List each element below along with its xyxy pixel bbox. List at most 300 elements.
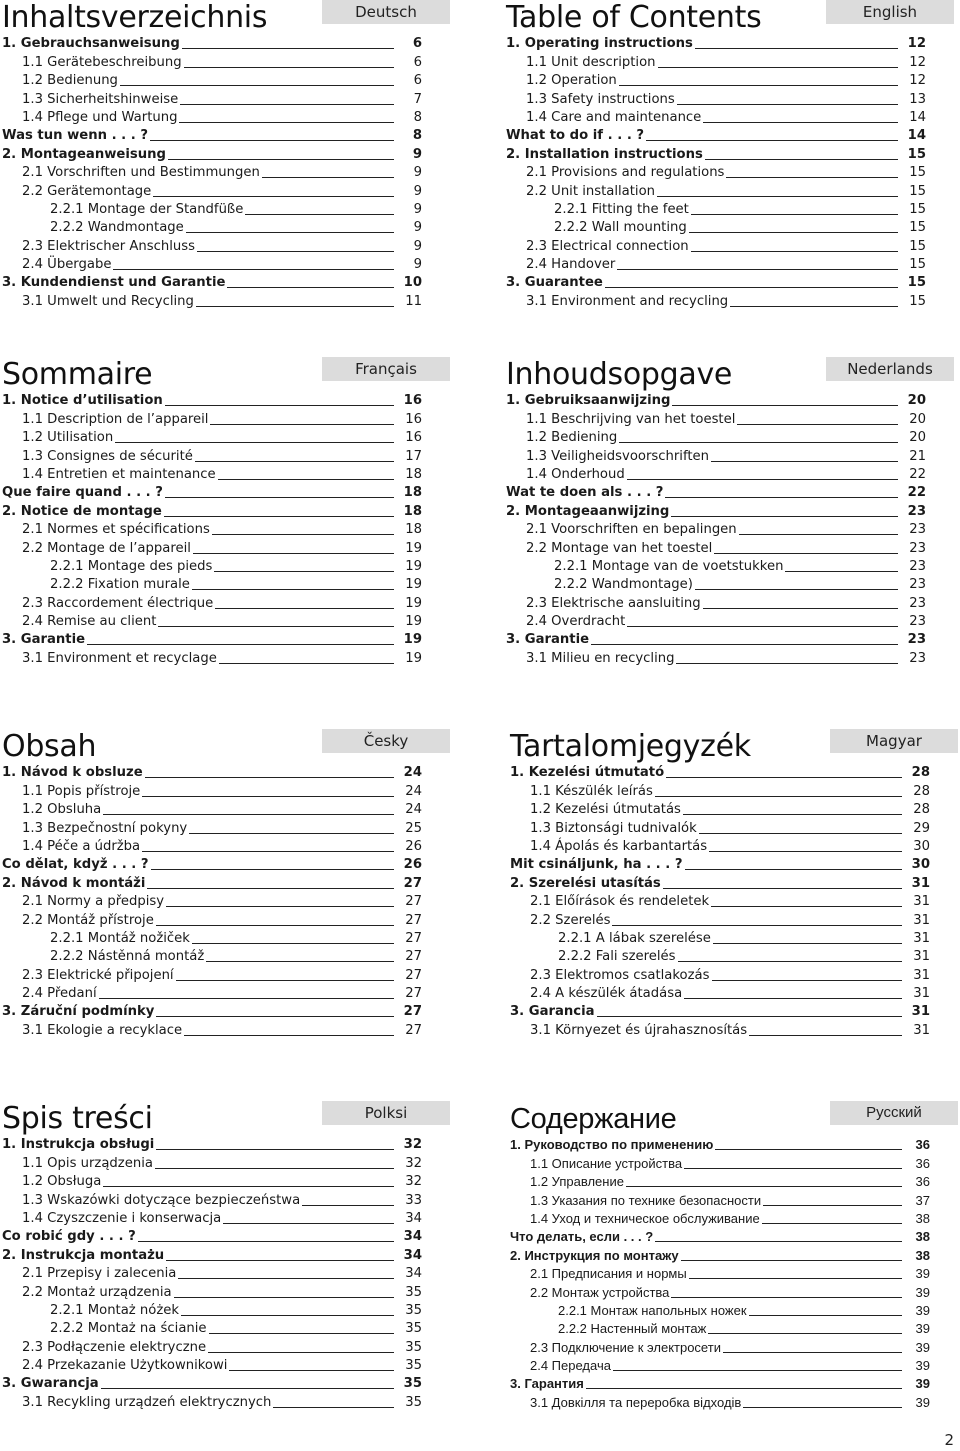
toc-entry — [510, 1282, 930, 1300]
toc-entry — [2, 291, 422, 309]
toc-entry — [2, 1209, 422, 1227]
language-tag: Deutsch — [322, 0, 450, 24]
toc-entry-text: 1.4 Onderhoud — [526, 466, 625, 482]
toc-leader-line — [691, 251, 898, 252]
toc-leader-line — [683, 814, 902, 815]
toc-entry-text: 1.1 Unit description — [526, 54, 656, 70]
toc-leader-line — [156, 925, 394, 926]
toc-entry-page: 15 — [909, 257, 926, 273]
toc-entry — [2, 1153, 422, 1171]
toc-entry-text: 2.2.2 Nástěnná montáž — [50, 949, 205, 965]
toc-entry — [506, 163, 926, 181]
toc-entry-page: 23 — [909, 577, 926, 593]
toc-entry-page: 9 — [413, 165, 422, 181]
toc-entry-page: 30 — [913, 838, 930, 854]
toc-leader-line — [166, 906, 394, 907]
toc-entry-page: 27 — [405, 912, 422, 928]
toc-leader-line — [711, 461, 898, 462]
toc-entry-page: 15 — [909, 220, 926, 236]
toc-entry-text: 2. Montageaanwijzing — [506, 503, 670, 519]
toc-leader-line — [184, 1035, 394, 1036]
toc-leader-line — [101, 1388, 394, 1389]
toc-entry-page: 18 — [403, 485, 422, 501]
toc-entry-page: 23 — [909, 522, 926, 538]
toc-entry-page: 7 — [413, 91, 422, 107]
toc-entry — [510, 818, 930, 836]
toc-entry-text: 3.1 Recykling urządzeń elektrycznych — [22, 1394, 272, 1410]
toc-entry — [2, 200, 422, 218]
toc-entry-page: 32 — [405, 1155, 422, 1171]
toc-entry-page: 38 — [915, 1247, 930, 1263]
toc-list — [506, 391, 926, 667]
toc-entry-text: 1.2 Bedienung — [22, 73, 118, 89]
toc-entry — [506, 71, 926, 89]
toc-entry-text: 2.4 Передача — [530, 1358, 611, 1374]
toc-leader-line — [214, 571, 394, 572]
toc-entry-text: 2.2 Montage van het toestel — [526, 540, 713, 556]
toc-entry-page: 27 — [405, 894, 422, 910]
toc-leader-line — [151, 869, 394, 870]
toc-entry-page: 36 — [915, 1137, 930, 1153]
toc-entry-page: 31 — [911, 1004, 930, 1020]
toc-entry-text: 2.2.1 Montaż nóżek — [50, 1302, 180, 1318]
toc-entry-text: 1.4 Ápolás és karbantartás — [530, 838, 708, 854]
toc-entry-text: 3.1 Környezet és újrahasznosítás — [530, 1022, 748, 1038]
toc-entry — [2, 818, 422, 836]
toc-entry-page: 26 — [405, 838, 422, 854]
toc-entry — [510, 1209, 930, 1227]
toc-entry-text: 2.1 Przepisy i zalecenia — [22, 1266, 177, 1282]
toc-leader-line — [209, 1333, 394, 1334]
toc-entry-text: 1.1 Beschrijving van het toestel — [526, 411, 736, 427]
toc-entry-text: 2.2.2 Wall mounting — [554, 220, 687, 236]
language-tag: Česky — [322, 729, 450, 753]
toc-leader-line — [180, 104, 394, 105]
toc-section-cesky — [2, 729, 450, 1049]
toc-entry-text: 2.1 Előírások és rendeletek — [530, 894, 710, 910]
toc-entry-text: 2.1 Provisions and regulations — [526, 165, 725, 181]
toc-entry-page: 35 — [405, 1358, 422, 1374]
toc-leader-line — [749, 1315, 902, 1316]
toc-leader-line — [749, 1035, 902, 1036]
toc-leader-line — [184, 67, 394, 68]
toc-entry — [2, 181, 422, 199]
toc-leader-line — [182, 48, 394, 49]
toc-entry-text: 2.2 Montage de l’appareil — [22, 540, 191, 556]
toc-entry — [2, 1245, 422, 1263]
toc-leader-line — [712, 980, 903, 981]
toc-entry-page: 31 — [913, 967, 930, 983]
toc-entry-text: What to do if . . . ? — [506, 128, 645, 144]
toc-entry-text: 1.4 Czyszczenie i konserwacja — [22, 1210, 222, 1226]
toc-entry-page: 19 — [405, 558, 422, 574]
toc-leader-line — [174, 1297, 394, 1298]
toc-leader-line — [676, 663, 898, 664]
toc-entry-text: 3.1 Milieu en recycling — [526, 650, 675, 666]
toc-entry-page: 16 — [403, 393, 422, 409]
toc-entry-page: 9 — [413, 220, 422, 236]
toc-leader-line — [273, 1407, 394, 1408]
toc-entry-page: 38 — [915, 1210, 930, 1226]
toc-leader-line — [699, 833, 902, 834]
toc-leader-line — [158, 626, 394, 627]
toc-entry — [2, 1020, 422, 1038]
toc-leader-line — [218, 479, 394, 480]
toc-entry-text: 1.1 Описание устройства — [530, 1155, 683, 1171]
toc-leader-line — [665, 497, 898, 498]
toc-entry — [2, 1190, 422, 1208]
toc-entry-text: 1.1 Description de l’appareil — [22, 411, 209, 427]
toc-leader-line — [145, 777, 394, 778]
section-title: Содержание — [510, 1103, 677, 1135]
toc-leader-line — [612, 925, 902, 926]
toc-entry-page: 23 — [909, 558, 926, 574]
toc-entry-page: 27 — [405, 967, 422, 983]
toc-entry-text: Wat te doen als . . . ? — [506, 485, 664, 501]
toc-leader-line — [103, 1186, 394, 1187]
toc-leader-line — [714, 553, 898, 554]
toc-entry-page: 12 — [909, 73, 926, 89]
language-tag: Nederlands — [826, 357, 954, 381]
section-title: Table of Contents — [506, 0, 762, 35]
toc-entry-page: 12 — [909, 54, 926, 70]
toc-entry-text: 2.2.2 Настенный монтаж — [558, 1321, 707, 1337]
toc-entry-text: 3. Guarantee — [506, 275, 603, 291]
toc-entry — [510, 1374, 930, 1392]
toc-leader-line — [142, 796, 394, 797]
toc-leader-line — [192, 589, 394, 590]
toc-leader-line — [591, 644, 898, 645]
toc-leader-line — [684, 1168, 902, 1169]
toc-entry-text: 1. Notice d’utilisation — [2, 393, 163, 409]
section-title: Inhaltsverzeichnis — [2, 0, 268, 35]
toc-entry-page: 19 — [405, 540, 422, 556]
section-title: Obsah — [2, 729, 97, 764]
toc-entry — [510, 837, 930, 855]
toc-entry — [506, 391, 926, 409]
toc-entry-text: 2. Montageanweisung — [2, 146, 166, 162]
toc-section-polski — [2, 1101, 450, 1421]
toc-entry-text: 1.4 Уход и техническое обслуживание — [530, 1210, 760, 1226]
toc-leader-line — [192, 943, 394, 944]
toc-entry — [506, 501, 926, 519]
toc-entry — [2, 648, 422, 666]
toc-entry-text: Was tun wenn . . . ? — [2, 128, 149, 144]
toc-entry — [2, 391, 422, 409]
toc-section-magyar — [510, 729, 958, 1049]
toc-entry-text: 2.2.2 Wandmontage — [50, 220, 184, 236]
toc-entry — [510, 984, 930, 1002]
toc-leader-line — [730, 306, 898, 307]
toc-entry — [510, 1392, 930, 1410]
toc-leader-line — [705, 159, 898, 160]
toc-leader-line — [737, 424, 898, 425]
toc-entry — [506, 236, 926, 254]
toc-entry-text: 1.4 Pflege und Wartung — [22, 109, 178, 125]
toc-leader-line — [678, 961, 902, 962]
toc-entry-text: 1.3 Consignes de sécurité — [22, 448, 193, 464]
toc-entry-page: 39 — [915, 1266, 930, 1282]
toc-entry-text: 2.2.1 A lábak szerelése — [558, 930, 711, 946]
toc-leader-line — [711, 906, 902, 907]
toc-list — [2, 1135, 422, 1411]
toc-entry — [2, 910, 422, 928]
toc-entry — [2, 1392, 422, 1410]
toc-entry — [506, 593, 926, 611]
toc-entry-page: 20 — [909, 430, 926, 446]
toc-entry-text: 1.2 Управление — [530, 1174, 624, 1190]
toc-leader-line — [229, 1370, 394, 1371]
toc-leader-line — [671, 516, 898, 517]
toc-entry-page: 19 — [405, 614, 422, 630]
toc-entry — [2, 108, 422, 126]
toc-leader-line — [189, 833, 394, 834]
toc-entry — [2, 781, 422, 799]
toc-entry — [506, 273, 926, 291]
toc-entry-text: 2.2 Szerelés — [530, 912, 611, 928]
toc-leader-line — [142, 851, 394, 852]
toc-entry-page: 23 — [909, 614, 926, 630]
toc-entry — [510, 1020, 930, 1038]
toc-leader-line — [138, 1241, 394, 1242]
toc-entry-text: 2.1 Normy a předpisy — [22, 894, 165, 910]
toc-entry — [506, 575, 926, 593]
toc-entry-text: 1.3 Sicherheitshinweise — [22, 91, 179, 107]
toc-entry-page: 9 — [413, 183, 422, 199]
toc-entry-text: 2. Installation instructions — [506, 146, 703, 162]
toc-entry-text: 1.2 Obsluha — [22, 802, 102, 818]
toc-leader-line — [703, 608, 898, 609]
toc-entry-page: 35 — [403, 1376, 422, 1392]
toc-entry-page: 38 — [915, 1229, 930, 1245]
toc-entry-text: 2. Notice de montage — [2, 503, 162, 519]
toc-entry-text: 1. Gebruiksaanwijzing — [506, 393, 671, 409]
toc-entry — [506, 52, 926, 70]
toc-entry-text: 3.1 Environment et recyclage — [22, 650, 217, 666]
toc-entry-page: 16 — [405, 411, 422, 427]
toc-entry-text: 3. Záruční podmínky — [2, 1004, 155, 1020]
toc-entry — [2, 557, 422, 575]
toc-entry — [2, 1374, 422, 1392]
toc-leader-line — [681, 1260, 902, 1261]
toc-list — [2, 391, 422, 667]
toc-entry-text: 2.2 Montáž přístroje — [22, 912, 154, 928]
toc-entry-text: 2.4 Handover — [526, 257, 616, 273]
toc-entry — [506, 612, 926, 630]
toc-entry-page: 31 — [911, 875, 930, 891]
section-title: Tartalomjegyzék — [510, 729, 751, 764]
toc-entry-page: 34 — [405, 1266, 422, 1282]
toc-entry-page: 31 — [913, 1022, 930, 1038]
toc-entry — [510, 855, 930, 873]
toc-entry-page: 19 — [403, 632, 422, 648]
toc-entry-page: 28 — [913, 783, 930, 799]
toc-entry-page: 18 — [405, 522, 422, 538]
section-title: Spis treści — [2, 1101, 153, 1136]
language-tag: Русский — [830, 1101, 958, 1125]
toc-entry-text: 2.3 Elektrické připojení — [22, 967, 174, 983]
toc-entry — [510, 1319, 930, 1337]
toc-entry — [2, 929, 422, 947]
toc-leader-line — [262, 177, 394, 178]
toc-entry-page: 12 — [907, 36, 926, 52]
toc-entry-page: 33 — [405, 1192, 422, 1208]
toc-entry-text: 2.2.1 Montage des pieds — [50, 558, 213, 574]
toc-entry — [510, 763, 930, 781]
toc-entry-page: 24 — [403, 765, 422, 781]
toc-entry — [506, 34, 926, 52]
toc-entry-page: 27 — [405, 986, 422, 1002]
toc-entry-page: 31 — [913, 949, 930, 965]
toc-leader-line — [655, 1241, 902, 1242]
toc-leader-line — [619, 442, 898, 443]
toc-entry — [506, 291, 926, 309]
toc-entry-page: 17 — [405, 448, 422, 464]
toc-entry-text: 2.3 Electrical connection — [526, 238, 689, 254]
toc-entry-text: 1. Gebrauchsanweisung — [2, 36, 180, 52]
toc-entry — [506, 630, 926, 648]
toc-entry-text: 2. Návod k montáži — [2, 875, 146, 891]
toc-entry-page: 31 — [913, 912, 930, 928]
toc-leader-line — [613, 1370, 902, 1371]
toc-entry — [2, 1002, 422, 1020]
toc-leader-line — [597, 1016, 902, 1017]
toc-entry-text: 2.4 Übergabe — [22, 257, 112, 273]
toc-leader-line — [658, 67, 898, 68]
toc-entry-page: 9 — [413, 238, 422, 254]
toc-entry-text: 2.2.1 Fitting the feet — [554, 201, 689, 217]
toc-leader-line — [168, 159, 394, 160]
toc-leader-line — [99, 998, 394, 999]
toc-entry — [510, 1264, 930, 1282]
toc-entry-page: 30 — [911, 857, 930, 873]
toc-entry-text: 1.3 Biztonsági tudnivalók — [530, 820, 697, 836]
toc-leader-line — [672, 405, 898, 406]
toc-entry-text: 2.3 Подключение к электросети — [530, 1339, 721, 1355]
toc-leader-line — [695, 48, 898, 49]
toc-entry-text: 1.3 Bezpečnostní pokyny — [22, 820, 188, 836]
toc-leader-line — [147, 888, 394, 889]
toc-entry-page: 9 — [412, 146, 422, 162]
toc-entry — [506, 538, 926, 556]
toc-entry — [510, 1301, 930, 1319]
toc-entry-text: 3. Гарантия — [510, 1376, 584, 1392]
toc-entry-text: 2.2.1 Montage van de voetstukken — [554, 558, 784, 574]
toc-entry-text: Co robić gdy . . . ? — [2, 1229, 136, 1245]
toc-leader-line — [586, 1388, 902, 1389]
toc-entry-page: 28 — [911, 765, 930, 781]
toc-entry — [510, 873, 930, 891]
toc-entry-page: 39 — [915, 1376, 930, 1392]
toc-entry-page: 20 — [907, 393, 926, 409]
language-tag: Magyar — [830, 729, 958, 753]
toc-entry-page: 34 — [403, 1247, 422, 1263]
toc-entry-page: 27 — [405, 949, 422, 965]
toc-entry-page: 15 — [909, 165, 926, 181]
toc-entry — [2, 855, 422, 873]
toc-leader-line — [208, 1352, 394, 1353]
section-title: Inhoudsopgave — [506, 357, 733, 392]
toc-entry-page: 34 — [403, 1229, 422, 1245]
toc-entry — [2, 1301, 422, 1319]
toc-entry-page: 23 — [907, 503, 926, 519]
toc-entry-text: 2.2.2 Fixation murale — [50, 577, 190, 593]
toc-leader-line — [120, 85, 394, 86]
toc-leader-line — [646, 140, 898, 141]
toc-leader-line — [166, 1260, 394, 1261]
toc-entry-page: 19 — [405, 595, 422, 611]
toc-entry — [2, 1319, 422, 1337]
toc-entry-page: 8 — [413, 109, 422, 125]
toc-entry-page: 32 — [405, 1174, 422, 1190]
toc-entry — [2, 446, 422, 464]
toc-entry-page: 29 — [913, 820, 930, 836]
toc-entry-page: 36 — [915, 1174, 930, 1190]
toc-entry — [2, 965, 422, 983]
toc-entry-page: 27 — [405, 1022, 422, 1038]
toc-list — [510, 1135, 930, 1411]
toc-entry-text: 2.2.1 Montage der Standfüße — [50, 201, 244, 217]
toc-entry-text: 1.2 Obsługa — [22, 1174, 102, 1190]
toc-entry-text: 2.1 Предписания и нормы — [530, 1266, 687, 1282]
toc-entry — [506, 557, 926, 575]
toc-entry — [510, 1190, 930, 1208]
toc-leader-line — [245, 214, 394, 215]
toc-section-russian — [510, 1101, 958, 1421]
toc-entry-page: 15 — [907, 146, 926, 162]
toc-entry-text: 1.3 Wskazówki dotyczące bezpieczeństwa — [22, 1192, 301, 1208]
toc-entry — [2, 612, 422, 630]
toc-leader-line — [703, 122, 898, 123]
toc-entry-page: 10 — [403, 275, 422, 291]
toc-section-nederlands — [506, 357, 954, 677]
toc-entry — [2, 273, 422, 291]
toc-leader-line — [657, 196, 898, 197]
toc-entry-text: 2.4 A készülék átadása — [530, 986, 683, 1002]
toc-entry-page: 35 — [405, 1339, 422, 1355]
toc-entry-text: 2.2.2 Wandmontage) — [554, 577, 693, 593]
toc-entry — [510, 781, 930, 799]
toc-entry — [510, 1356, 930, 1374]
toc-entry-text: 1. Návod k obsluze — [2, 765, 143, 781]
toc-entry-text: 2.1 Voorschriften en bepalingen — [526, 522, 737, 538]
toc-leader-line — [655, 796, 902, 797]
toc-leader-line — [785, 571, 898, 572]
toc-entry — [510, 910, 930, 928]
toc-entry-text: 1.2 Bediening — [526, 430, 618, 446]
toc-leader-line — [663, 888, 902, 889]
toc-entry-page: 39 — [915, 1358, 930, 1374]
toc-entry-page: 23 — [907, 632, 926, 648]
toc-entry-text: 1.4 Entretien et maintenance — [22, 466, 216, 482]
toc-entry — [506, 520, 926, 538]
toc-entry-text: 2.4 Przekazanie Użytkownikowi — [22, 1358, 228, 1374]
toc-entry-text: 2.2 Montaż urządzenia — [22, 1284, 172, 1300]
toc-entry-page: 27 — [403, 1004, 422, 1020]
toc-leader-line — [103, 814, 394, 815]
toc-entry-page: 24 — [405, 802, 422, 818]
toc-entry — [2, 1172, 422, 1190]
toc-entry — [510, 947, 930, 965]
toc-entry-text: 1. Руководство по применению — [510, 1137, 714, 1153]
toc-entry-page: 31 — [913, 894, 930, 910]
toc-entry-page: 23 — [909, 650, 926, 666]
toc-entry — [2, 218, 422, 236]
toc-entry — [506, 218, 926, 236]
toc-entry-text: 2. Szerelési utasítás — [510, 875, 661, 891]
toc-entry — [2, 52, 422, 70]
toc-leader-line — [115, 442, 394, 443]
